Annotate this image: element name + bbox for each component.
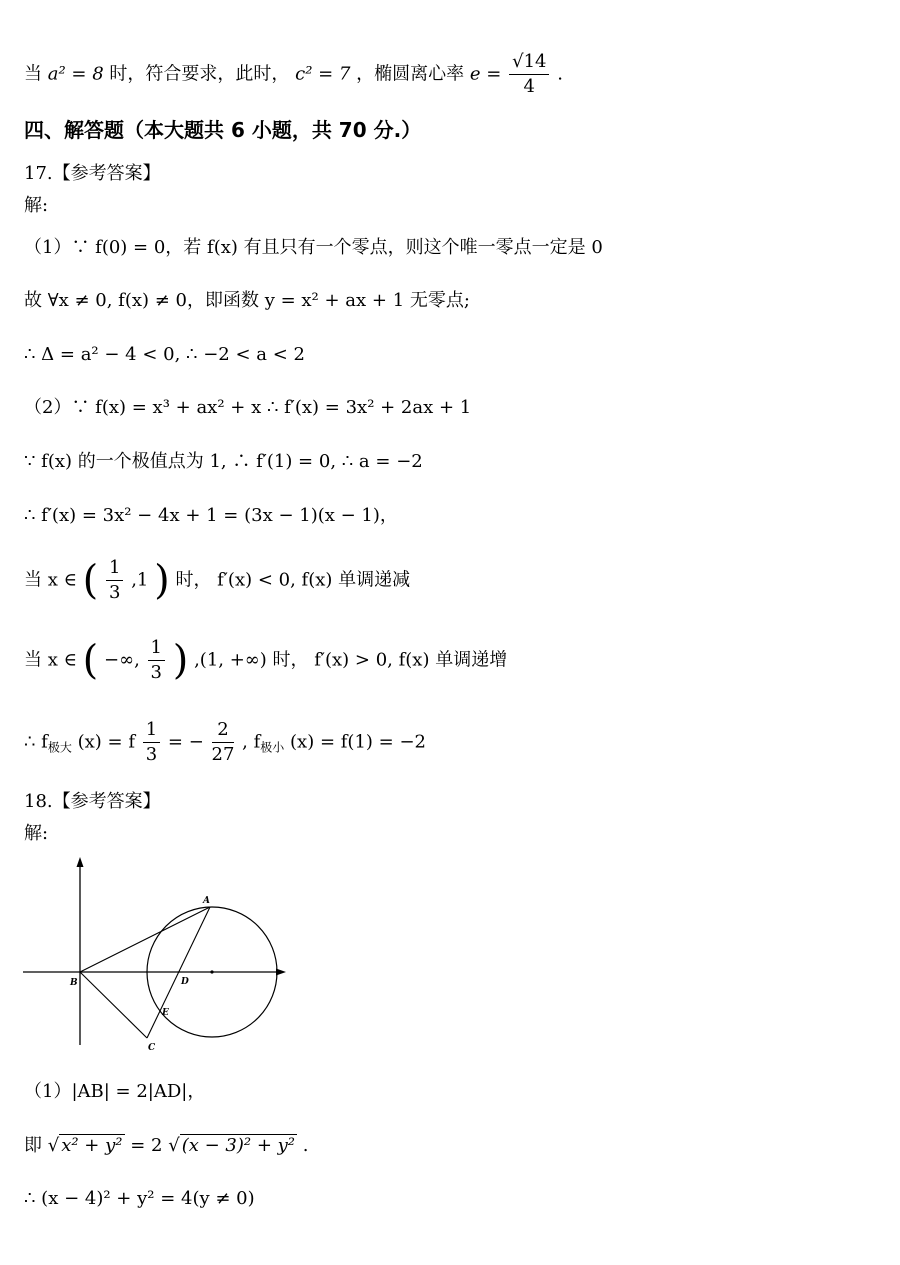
l7-open: ( — [82, 557, 99, 604]
q18-jie: 解: — [24, 823, 49, 844]
l7-frac-num: 1 — [106, 556, 123, 581]
l8-pre: 当 x ∈ — [24, 649, 77, 671]
l8-frac-num: 1 — [148, 636, 165, 661]
l7-mid: ,1 — [131, 569, 149, 591]
q17-line-3: ∴ Δ = a² − 4 < 0, ∴ −2 < a < 2 — [24, 344, 305, 365]
l9-sub-max: 极大 — [47, 740, 72, 755]
l8-frac — [148, 636, 165, 685]
q17-line-4: （2）∵ f(x) = x³ + ax² + x ∴ f′(x) = 3x² + 2ax + 1 — [24, 397, 472, 418]
l7-close: ) — [154, 557, 170, 604]
l2-end: . — [302, 1135, 309, 1156]
segment-BA — [80, 907, 210, 972]
geometry-figure — [20, 855, 295, 1060]
eccentricity-fraction — [509, 50, 549, 99]
eccentricity-line — [24, 50, 563, 99]
q18-header: 18.【参考答案】 — [24, 791, 161, 812]
l7-frac — [106, 556, 123, 605]
top-text-1: 时，符合要求，此时， — [109, 63, 290, 85]
q17-line-7 — [24, 556, 410, 605]
l2-pre: 即 — [24, 1135, 42, 1156]
l9-a: (x) = f — [77, 731, 135, 753]
l9-frac2-den: 27 — [211, 744, 235, 765]
center-dot — [210, 970, 213, 973]
top-text-2: ，椭圆离心率 — [356, 63, 465, 85]
label-A: A — [203, 896, 210, 906]
frac-den: 4 — [523, 76, 535, 97]
section-title: 四、解答题（本大题共 6 小题，共 70 分.） — [24, 118, 422, 142]
l7-frac-den: 3 — [109, 582, 121, 603]
top-end: . — [557, 63, 563, 85]
l9-c: , f — [242, 731, 261, 753]
frac-num: √14 — [509, 50, 549, 75]
l8-post: ,(1, +∞) 时， f′(x) > 0, f(x) 单调递增 — [194, 649, 508, 671]
l2-mid: = 2 — [130, 1135, 163, 1156]
q18-line-3: ∴ (x − 4)² + y² = 4(y ≠ 0) — [24, 1188, 255, 1209]
e-eq: e = — [469, 63, 502, 85]
y-axis-arrow — [77, 857, 84, 867]
c-squared-eq: c² = 7 — [295, 63, 351, 85]
sqrt-sign-2: √ — [168, 1135, 180, 1156]
radicand-2: (x − 3)² + y² — [181, 1135, 296, 1156]
sqrt-sign-1: √ — [47, 1135, 60, 1156]
label-B: B — [70, 978, 78, 988]
radicand-1: x² + y² — [61, 1135, 123, 1156]
a-squared-eq: a² = 8 — [47, 63, 104, 85]
l7-pre: 当 x ∈ — [24, 569, 77, 591]
l8-open: ( — [82, 637, 99, 684]
label-D: D — [181, 977, 189, 987]
q17-line-5: ∵ f(x) 的一个极值点为 1, ∴ f′(1) = 0, ∴ a = −2 — [24, 451, 423, 472]
label-C: C — [148, 1043, 156, 1053]
q17-header: 17.【参考答案】 — [24, 163, 161, 184]
l8-a: −∞, — [104, 649, 140, 671]
q17-line-9 — [24, 718, 426, 767]
q17-line-1: （1）∵ f(0) = 0，若 f(x) 有且只有一个零点，则这个唯一零点一定是 0 — [24, 237, 603, 258]
q18-line-2 — [24, 1134, 309, 1158]
l9-frac2-num: 2 — [212, 718, 235, 743]
l8-frac-den: 3 — [150, 662, 162, 683]
l8-close: ) — [172, 637, 189, 684]
label-E: E — [162, 1008, 169, 1018]
l9-frac1-num: 1 — [143, 718, 160, 743]
q18-line-1: （1）|AB| = 2|AD|， — [24, 1081, 206, 1102]
l9-pre: ∴ f — [24, 731, 48, 753]
l9-d: (x) = f(1) = −2 — [290, 731, 426, 753]
q17-line-8 — [24, 636, 507, 685]
q17-line-6: ∴ f′(x) = 3x² − 4x + 1 = (3x − 1)(x − 1)， — [24, 505, 398, 526]
top-prefix: 当 — [24, 63, 42, 85]
l9-b: = − — [167, 731, 204, 753]
l9-frac-1 — [143, 718, 160, 767]
l9-frac-2 — [212, 718, 235, 767]
segment-BC — [80, 972, 147, 1038]
l9-frac1-den: 3 — [145, 744, 158, 765]
l9-sub-min: 极小 — [260, 740, 285, 755]
q17-jie: 解: — [24, 195, 49, 216]
q17-line-2: 故 ∀x ≠ 0, f(x) ≠ 0，即函数 y = x² + ax + 1 无零点; — [24, 290, 470, 311]
l7-post: 时， f′(x) < 0, f(x) 单调递减 — [175, 569, 411, 591]
